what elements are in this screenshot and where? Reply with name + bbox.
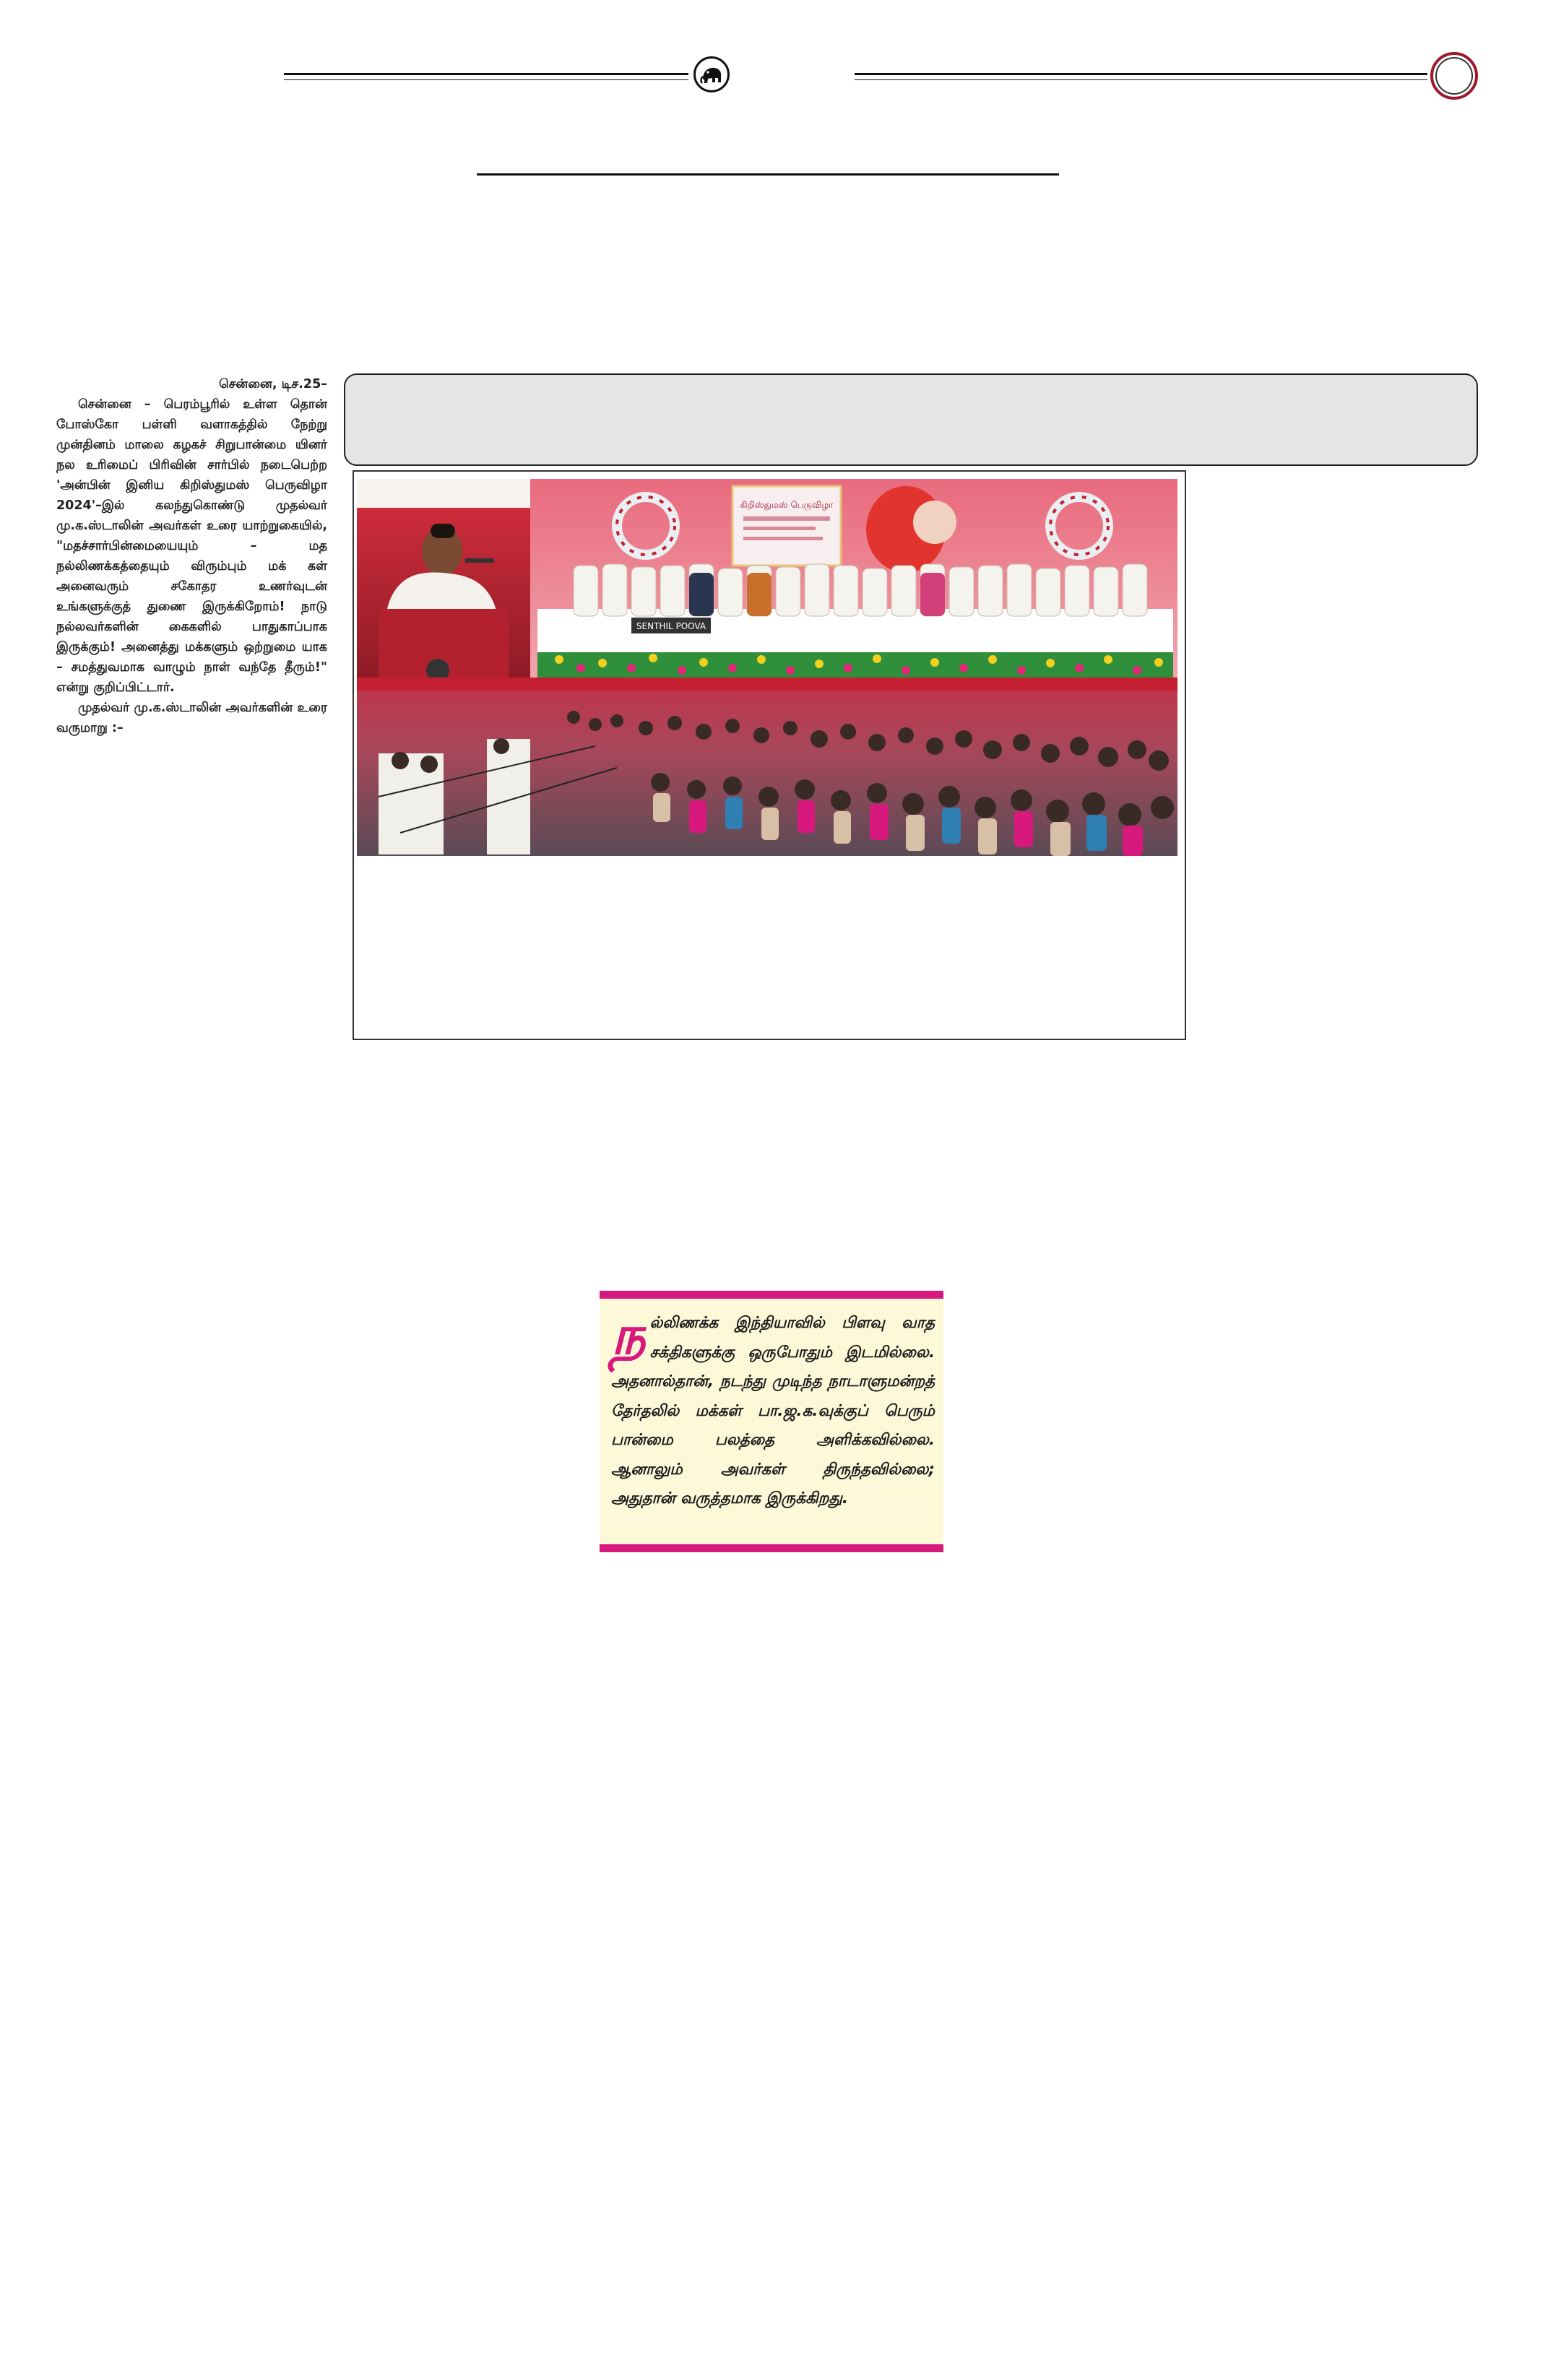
backdrop-title: கிறிஸ்துமஸ் பெருவிழா: [740, 500, 834, 510]
page-number-circle-icon: [1430, 52, 1478, 100]
quote-text: ல்லிணக்க இந்தியாவில் பிளவு வாத சக்திகளுக்கு ஒருபோதும் இடமில்லை. அதனால்தான், நடந்து முடிந்த நாடாளுமன்றத் தேர்தலில் மக்கள் பா.ஜ.க.வுக்குப் பெரும் பான்மை பலத்தை அளிக்கவில்லை. ஆனாலும் அவர்கள் திருந்தவில்லை; அதுதான் வருத்தமாக இருக்கிறது.: [611, 1314, 935, 1507]
header-rule-right: [855, 73, 1427, 80]
article-column: [56, 374, 327, 738]
header-rule-left: [284, 73, 688, 80]
pull-quote-box: [600, 1291, 943, 1552]
article-paragraph: சென்னை – பெரம்பூரில் உள்ள தொன் போஸ்கோ பள்ளி வளாகத்தில் நேற்று முன்தினம் மாலை கழகச் சிறுபான்மை யினர் நல உரிமைப் பிரிவின் சார்பில் நடைபெற்ற 'அன்பின் இனிய கிறிஸ்துமஸ் பெருவிழா 2024'–இல் கலந்துகொண்டு முதல்வர் மு.க.ஸ்டாலின் அவர்கள் உரை யாற்றுகையில், "மதச்சார்பின்மையையும் – மத நல்லிணக்கத்தையும் விரும்பும் மக் கள் அனைவரும் சகோதர உணர்வுடன் உங்களுக்குத் துணை இருக்கிறோம்! நாடு நல்லவர்களின் கைகளில் பாதுகாப்பாக இருக்கும்! அனைத்து மக்களும் ஒற்றுமை யாக – சமத்துவமாக வாழும் நாள் வந்தே தீரும்!" என்று குறிப்பிட்டார்.: [56, 397, 327, 695]
elephant-emblem-icon: [693, 56, 730, 92]
headline-banner-box: [344, 373, 1478, 466]
event-photo: [357, 479, 1177, 856]
article-paragraph: முதல்வர் மு.க.ஸ்டாலின் அவர்களின் உரை வருமாறு :–: [56, 701, 327, 735]
headline-rule: [477, 173, 1059, 176]
article-dateline: சென்னை, டிச.25–: [219, 377, 327, 391]
quote-drop-cap: ந: [611, 1304, 646, 1367]
stage-sign: SENTHIL POOVA: [636, 621, 706, 631]
